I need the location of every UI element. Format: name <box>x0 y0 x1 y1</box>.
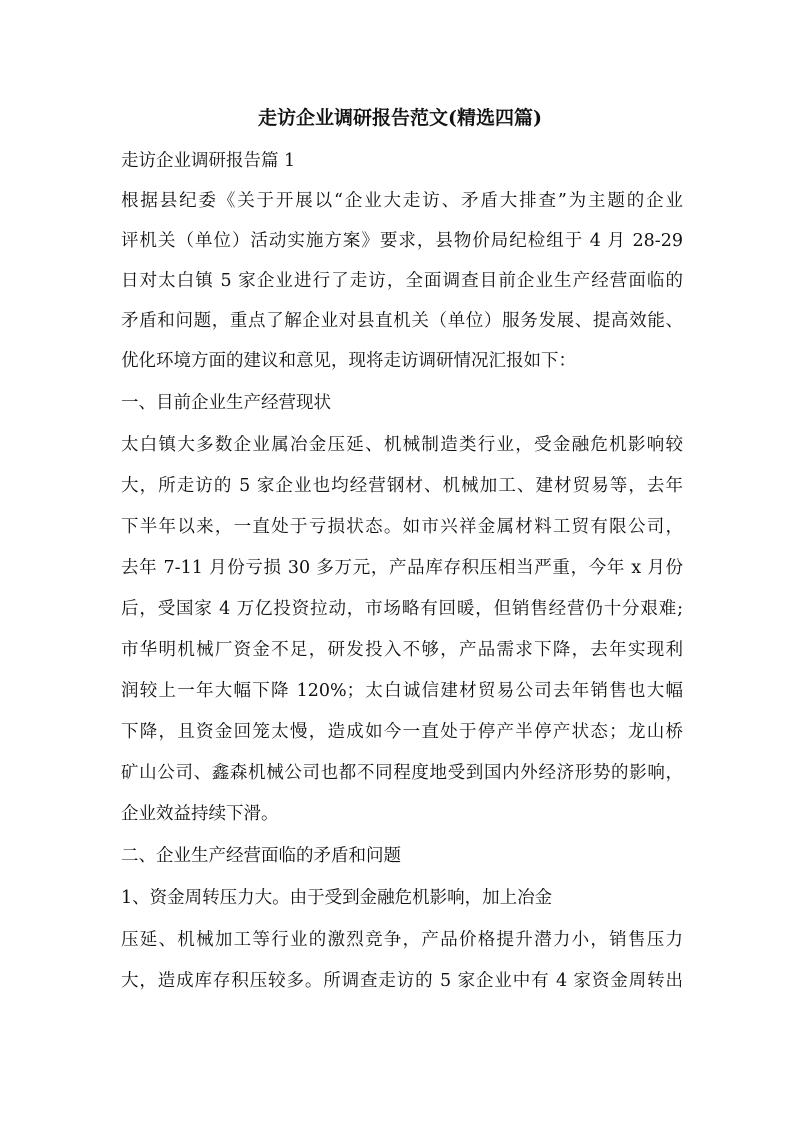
paragraph-line: 大，所走访的 5 家企业也均经营钢材、机械加工、建材贸易等，去年 <box>121 476 683 496</box>
paragraph-line: 下半年以来，一直处于亏损状态。如市兴祥金属材料工贸有限公司， <box>121 517 683 537</box>
paragraph-line: 市华明机械厂资金不足，研发投入不够，产品需求下降，去年实现利 <box>121 640 683 660</box>
paragraph-line: 优化环境方面的建议和意见，现将走访调研情况汇报如下： <box>121 351 576 371</box>
paragraph-line: 润较上一年大幅下降 120%；太白诚信建材贸易公司去年销售也大幅 <box>121 681 683 701</box>
paragraph-line: 压延、机械加工等行业的激烈竞争，产品价格提升潜力小，销售压力 <box>121 930 683 950</box>
paragraph-line: 去年 7-11 月份亏损 30 多万元，产品库存积压相当严重，今年 x 月份 <box>121 558 683 578</box>
section-title: 走访企业调研报告篇 1 <box>121 151 296 171</box>
paragraph-line: 企业效益持续下滑。 <box>121 804 279 824</box>
paragraph-line: 后，受国家 4 万亿投资拉动，市场略有回暖，但销售经营仍十分艰难; <box>121 599 683 619</box>
section-heading: 一、目前企业生产经营现状 <box>121 393 331 413</box>
paragraph-line: 太白镇大多数企业属冶金压延、机械制造类行业，受金融危机影响较 <box>121 435 683 455</box>
subsection-heading: 1、资金周转压力大。由于受到金融危机影响，加上冶金 <box>121 888 553 908</box>
document-title: 走访企业调研报告范文(精选四篇) <box>258 107 542 129</box>
paragraph-line: 评机关（单位）活动实施方案》要求，县物价局纪检组于 4 月 28-29 <box>121 231 683 251</box>
paragraph-line: 矿山公司、鑫森机械公司也都不同程度地受到国内外经济形势的影响， <box>121 763 683 783</box>
paragraph-line: 日对太白镇 5 家企业进行了走访，全面调查目前企业生产经营面临的 <box>121 271 683 291</box>
paragraph-line: 矛盾和问题，重点了解企业对县直机关（单位）服务发展、提高效能、 <box>121 311 683 331</box>
paragraph-line: 大，造成库存积压较多。所调查走访的 5 家企业中有 4 家资金周转出 <box>121 971 683 991</box>
paragraph-line: 根据县纪委《关于开展以“企业大走访、矛盾大排查”为主题的企业 <box>121 191 683 211</box>
section-heading: 二、企业生产经营面临的矛盾和问题 <box>121 846 401 866</box>
paragraph-line: 下降，且资金回笼太慢，造成如今一直处于停产半停产状态；龙山桥 <box>121 722 683 742</box>
